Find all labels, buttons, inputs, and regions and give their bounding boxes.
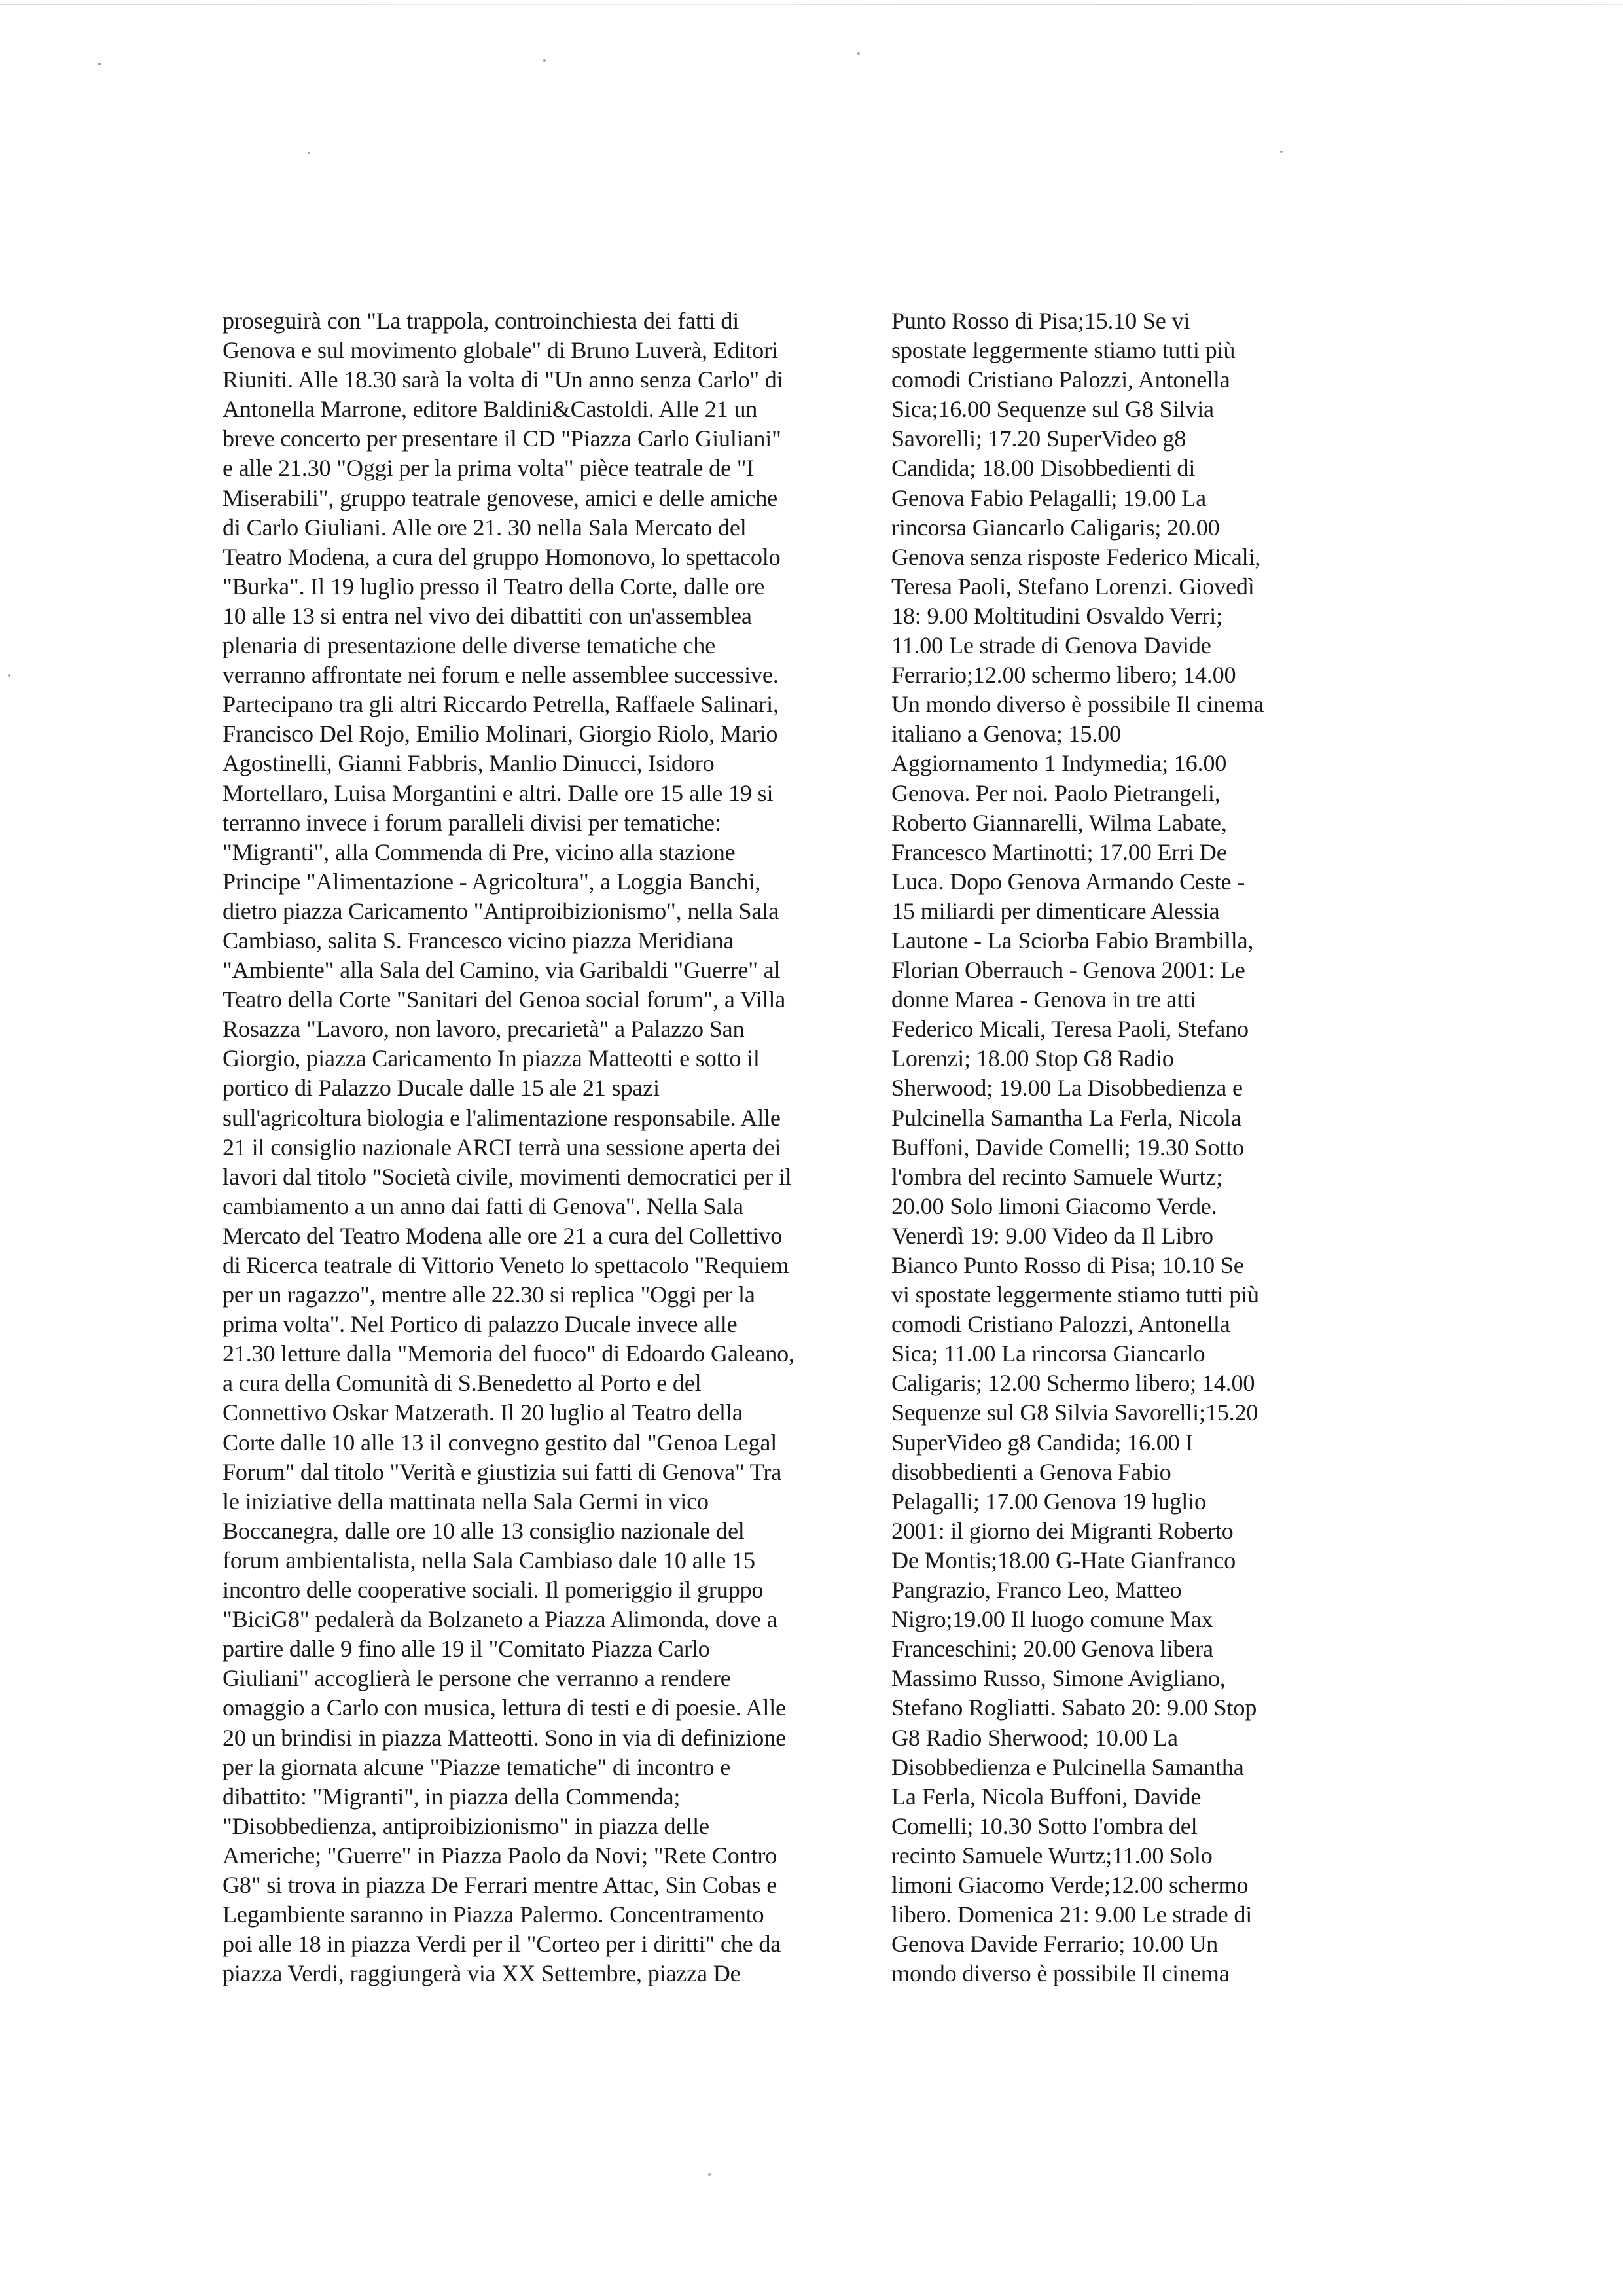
text-line: Genova e sul movimento globale" di Bruno Luverà, Editori bbox=[223, 337, 778, 364]
text-line: "Burka". Il 19 luglio presso il Teatro della Corte, dalle ore bbox=[223, 573, 765, 600]
text-line: di Ricerca teatrale di Vittorio Veneto lo spettacolo "Requiem bbox=[223, 1252, 789, 1278]
text-line: Mortellaro, Luisa Morgantini e altri. Dalle ore 15 alle 19 si bbox=[223, 780, 774, 806]
text-line: Cambiaso, salita S. Francesco vicino piazza Meridiana bbox=[223, 927, 734, 954]
text-line: "Ambiente" alla Sala del Camino, via Garibaldi "Guerre" al bbox=[223, 957, 781, 984]
text-line: libero. Domenica 21: 9.00 Le strade di bbox=[891, 1901, 1253, 1928]
text-line: verranno affrontate nei forum e nelle assemblee successive. bbox=[223, 662, 779, 689]
text-line: poi alle 18 in piazza Verdi per il "Corteo per i diritti" che da bbox=[223, 1931, 781, 1958]
text-line: Sica;16.00 Sequenze sul G8 Silvia bbox=[891, 396, 1214, 423]
text-line: Nigro;19.00 Il luogo comune Max bbox=[891, 1606, 1213, 1633]
text-line: italiano a Genova; 15.00 bbox=[891, 721, 1121, 747]
text-line: proseguirà con "La trappola, controinchiesta dei fatti di bbox=[223, 308, 740, 334]
text-line: Massimo Russo, Simone Avigliano, bbox=[891, 1665, 1226, 1692]
text-line: Caligaris; 12.00 Schermo libero; 14.00 bbox=[891, 1370, 1255, 1397]
text-line: dietro piazza Caricamento "Antiproibizionismo", nella Sala bbox=[223, 897, 779, 924]
text-line: spostate leggermente stiamo tutti più bbox=[891, 337, 1236, 364]
scan-speck bbox=[8, 674, 10, 677]
text-line: Pelagalli; 17.00 Genova 19 luglio bbox=[891, 1488, 1206, 1515]
text-line: Punto Rosso di Pisa;15.10 Se vi bbox=[891, 308, 1190, 334]
text-line: Francisco Del Rojo, Emilio Molinari, Giorgio Riolo, Mario bbox=[223, 721, 778, 747]
text-line: Candida; 18.00 Disobbedienti di bbox=[891, 455, 1196, 482]
text-line: Sica; 11.00 La rincorsa Giancarlo bbox=[891, 1340, 1205, 1367]
text-line: terranno invece i forum paralleli divisi per tematiche: bbox=[223, 809, 721, 836]
text-line: Teresa Paoli, Stefano Lorenzi. Giovedì bbox=[891, 573, 1255, 600]
text-line: Teatro della Corte "Sanitari del Genoa social forum", a Villa bbox=[223, 986, 786, 1013]
text-line: Partecipano tra gli altri Riccardo Petrella, Raffaele Salinari, bbox=[223, 691, 779, 718]
text-line: 11.00 Le strade di Genova Davide bbox=[891, 632, 1211, 659]
text-line: Boccanegra, dalle ore 10 alle 13 consiglio nazionale del bbox=[223, 1517, 745, 1544]
text-line: plenaria di presentazione delle diverse tematiche che bbox=[223, 632, 715, 659]
text-line: 20 un brindisi in piazza Matteotti. Sono in via di definizione bbox=[223, 1724, 786, 1751]
text-line: sull'agricoltura biologia e l'alimentazione responsabile. Alle bbox=[223, 1104, 781, 1131]
text-line: rincorsa Giancarlo Caligaris; 20.00 bbox=[891, 514, 1220, 541]
scan-top-edge bbox=[0, 4, 1623, 5]
text-line: Roberto Giannarelli, Wilma Labate, bbox=[891, 809, 1227, 836]
text-line: vi spostate leggermente stiamo tutti più bbox=[891, 1282, 1259, 1308]
text-line: Sequenze sul G8 Silvia Savorelli;15.20 bbox=[891, 1399, 1258, 1426]
text-line: Pangrazio, Franco Leo, Matteo bbox=[891, 1577, 1182, 1604]
text-line: Federico Micali, Teresa Paoli, Stefano bbox=[891, 1016, 1249, 1043]
text-line: 15 miliardi per dimenticare Alessia bbox=[891, 897, 1220, 924]
text-line: Buffoni, Davide Comelli; 19.30 Sotto bbox=[891, 1134, 1244, 1160]
text-line: "Disobbedienza, antiproibizionismo" in piazza delle bbox=[223, 1812, 709, 1839]
text-line: Florian Oberrauch - Genova 2001: Le bbox=[891, 957, 1245, 984]
text-line: Americhe; "Guerre" in Piazza Paolo da Novi; "Rete Contro bbox=[223, 1842, 777, 1869]
text-line: Genova Davide Ferrario; 10.00 Un bbox=[891, 1931, 1219, 1958]
text-line: comodi Cristiano Palozzi, Antonella bbox=[891, 1311, 1230, 1338]
text-line: le iniziative della mattinata nella Sala Germi in vico bbox=[223, 1488, 709, 1515]
text-line: 21 il consiglio nazionale ARCI terrà una sessione aperta dei bbox=[223, 1134, 781, 1160]
text-line: piazza Verdi, raggiungerà via XX Settembre, piazza De bbox=[223, 1960, 741, 1987]
text-line: per un ragazzo", mentre alle 22.30 si replica "Oggi per la bbox=[223, 1282, 755, 1308]
text-line: l'ombra del recinto Samuele Wurtz; bbox=[891, 1163, 1223, 1190]
right-text-column bbox=[891, 306, 1310, 1988]
text-line: Aggiornamento 1 Indymedia; 16.00 bbox=[891, 750, 1227, 777]
text-line: di Carlo Giuliani. Alle ore 21. 30 nella Sala Mercato del bbox=[223, 514, 747, 541]
text-line: Venerdì 19: 9.00 Video da Il Libro bbox=[891, 1222, 1213, 1249]
text-line: "Migranti", alla Commenda di Pre, vicino alla stazione bbox=[223, 838, 736, 865]
text-line: 2001: il giorno dei Migranti Roberto bbox=[891, 1517, 1234, 1544]
text-line: portico di Palazzo Ducale dalle 15 ale 21 spazi bbox=[223, 1075, 660, 1102]
text-line: breve concerto per presentare il CD "Piazza Carlo Giuliani" bbox=[223, 425, 781, 452]
text-line: Connettivo Oskar Matzerath. Il 20 luglio al Teatro della bbox=[223, 1399, 743, 1426]
text-line: Franceschini; 20.00 Genova libera bbox=[891, 1636, 1213, 1662]
text-line: prima volta". Nel Portico di palazzo Ducale invece alle bbox=[223, 1311, 738, 1338]
scan-speck bbox=[857, 52, 860, 55]
scan-speck bbox=[98, 63, 101, 65]
text-line: Forum" dal titolo "Verità e giustizia sui fatti di Genova" Tra bbox=[223, 1458, 782, 1485]
text-line: disobbedienti a Genova Fabio bbox=[891, 1458, 1171, 1485]
text-line: Ferrario;12.00 schermo libero; 14.00 bbox=[891, 662, 1236, 689]
text-line: Un mondo diverso è possibile Il cinema bbox=[891, 691, 1264, 718]
text-line: Miserabili", gruppo teatrale genovese, amici e delle amiche bbox=[223, 484, 778, 511]
text-line: Francesco Martinotti; 17.00 Erri De bbox=[891, 838, 1227, 865]
text-line: limoni Giacomo Verde;12.00 schermo bbox=[891, 1871, 1249, 1898]
text-line: lavori dal titolo "Società civile, movimenti democratici per il bbox=[223, 1163, 792, 1190]
scan-speck bbox=[1280, 151, 1283, 153]
text-line: Legambiente saranno in Piazza Palermo. Concentramento bbox=[223, 1901, 764, 1928]
text-line: a cura della Comunità di S.Benedetto al Porto e del bbox=[223, 1370, 702, 1397]
text-line: 20.00 Solo limoni Giacomo Verde. bbox=[891, 1193, 1217, 1219]
text-line: Luca. Dopo Genova Armando Ceste - bbox=[891, 868, 1245, 895]
text-line: Comelli; 10.30 Sotto l'ombra del bbox=[891, 1812, 1198, 1839]
text-line: Rosazza "Lavoro, non lavoro, precarietà" a Palazzo San bbox=[223, 1016, 745, 1043]
text-line: G8" si trova in piazza De Ferrari mentre Attac, Sin Cobas e bbox=[223, 1871, 777, 1898]
text-line: Genova Fabio Pelagalli; 19.00 La bbox=[891, 484, 1207, 511]
text-line: Pulcinella Samantha La Ferla, Nicola bbox=[891, 1104, 1241, 1131]
text-line: donne Marea - Genova in tre atti bbox=[891, 986, 1196, 1013]
text-line: per la giornata alcune "Piazze tematiche" di incontro e bbox=[223, 1753, 731, 1780]
scan-speck bbox=[543, 59, 546, 62]
text-line: Bianco Punto Rosso di Pisa; 10.10 Se bbox=[891, 1252, 1244, 1278]
text-line: "BiciG8" pedalerà da Bolzaneto a Piazza Alimonda, dove a bbox=[223, 1606, 777, 1633]
text-line: SuperVideo g8 Candida; 16.00 I bbox=[891, 1429, 1194, 1456]
text-line: recinto Samuele Wurtz;11.00 Solo bbox=[891, 1842, 1213, 1869]
text-line: Teatro Modena, a cura del gruppo Homonovo, lo spettacolo bbox=[223, 543, 781, 570]
text-line: G8 Radio Sherwood; 10.00 La bbox=[891, 1724, 1178, 1751]
text-line: mondo diverso è possibile Il cinema bbox=[891, 1960, 1230, 1987]
text-line: incontro delle cooperative sociali. Il pomeriggio il gruppo bbox=[223, 1577, 764, 1604]
text-line: Mercato del Teatro Modena alle ore 21 a cura del Collettivo bbox=[223, 1222, 783, 1249]
text-line: Principe "Alimentazione - Agricoltura", a Loggia Banchi, bbox=[223, 868, 761, 895]
scan-speck bbox=[308, 152, 310, 154]
text-line: Giorgio, piazza Caricamento In piazza Matteotti e sotto il bbox=[223, 1045, 760, 1072]
text-line: Giuliani" accoglierà le persone che verranno a rendere bbox=[223, 1665, 731, 1692]
text-line: dibattito: "Migranti", in piazza della Commenda; bbox=[223, 1783, 681, 1810]
scan-speck bbox=[708, 2173, 711, 2176]
text-line: Corte dalle 10 alle 13 il convegno gestito dal "Genoa Legal bbox=[223, 1429, 777, 1456]
text-line: Agostinelli, Gianni Fabbris, Manlio Dinucci, Isidoro bbox=[223, 750, 715, 777]
text-line: 18: 9.00 Moltitudini Osvaldo Verri; bbox=[891, 602, 1222, 629]
text-line: partire dalle 9 fino alle 19 il "Comitato Piazza Carlo bbox=[223, 1636, 710, 1662]
text-line: Lorenzi; 18.00 Stop G8 Radio bbox=[891, 1045, 1174, 1072]
text-line: Genova. Per noi. Paolo Pietrangeli, bbox=[891, 780, 1221, 806]
text-line: Genova senza risposte Federico Micali, bbox=[891, 543, 1261, 570]
text-line: Riuniti. Alle 18.30 sarà la volta di "Un anno senza Carlo" di bbox=[223, 367, 783, 393]
text-line: comodi Cristiano Palozzi, Antonella bbox=[891, 367, 1230, 393]
text-line: Disobbedienza e Pulcinella Samantha bbox=[891, 1753, 1244, 1780]
text-line: De Montis;18.00 G-Hate Gianfranco bbox=[891, 1547, 1236, 1573]
text-line: Savorelli; 17.20 SuperVideo g8 bbox=[891, 425, 1186, 452]
text-line: forum ambientalista, nella Sala Cambiaso dale 10 alle 15 bbox=[223, 1547, 755, 1573]
text-line: Sherwood; 19.00 La Disobbedienza e bbox=[891, 1075, 1243, 1102]
text-line: e alle 21.30 "Oggi per la prima volta" pièce teatrale de "I bbox=[223, 455, 755, 482]
text-line: omaggio a Carlo con musica, lettura di testi e di poesie. Alle bbox=[223, 1695, 786, 1721]
text-line: cambiamento a un anno dai fatti di Genova". Nella Sala bbox=[223, 1193, 743, 1219]
text-line: 10 alle 13 si entra nel vivo dei dibattiti con un'assemblea bbox=[223, 602, 752, 629]
text-line: 21.30 letture dalla "Memoria del fuoco" di Edoardo Galeano, bbox=[223, 1340, 794, 1367]
text-line: Antonella Marrone, editore Baldini&Castoldi. Alle 21 un bbox=[223, 396, 758, 423]
text-line: Stefano Rogliatti. Sabato 20: 9.00 Stop bbox=[891, 1695, 1257, 1721]
text-line: La Ferla, Nicola Buffoni, Davide bbox=[891, 1783, 1202, 1810]
left-text-column bbox=[223, 306, 870, 1988]
text-line: Lautone - La Sciorba Fabio Brambilla, bbox=[891, 927, 1254, 954]
